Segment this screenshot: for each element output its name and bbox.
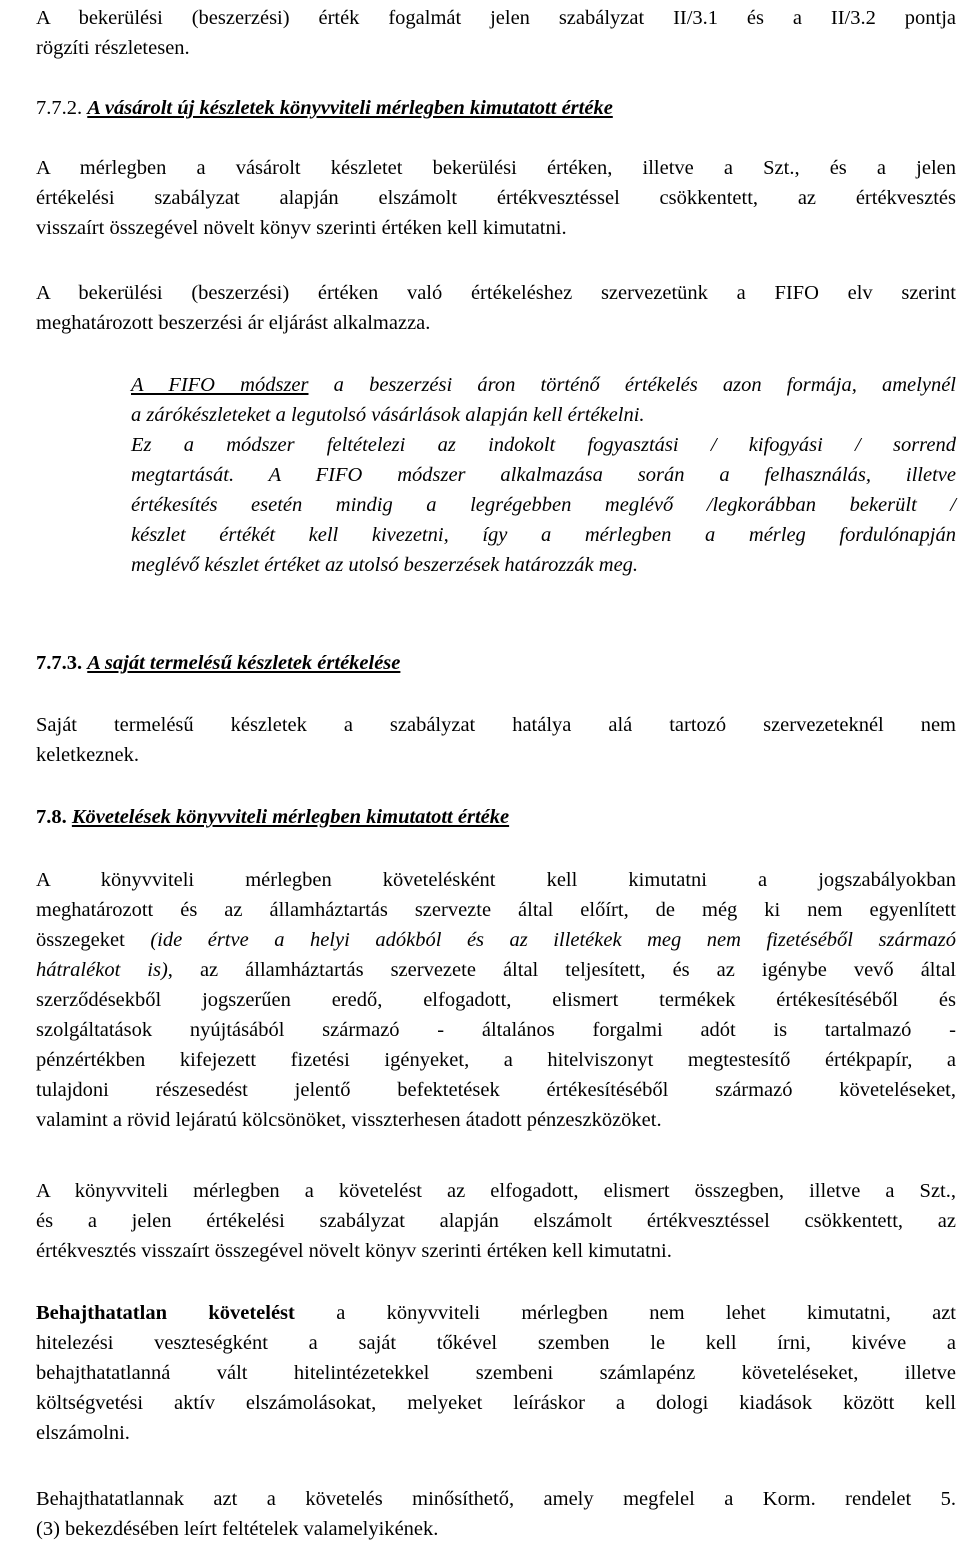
text-line: A bekerülési (beszerzési) érték fogalmát jelen szabályzat II/3.1 és a II/3.2 pontja [36, 7, 956, 29]
text-line: behajthatatlanná vált hitelintézetekkel szembeni számlapénz követeléseket, illetve [36, 1362, 956, 1384]
paragraph-own-production [36, 710, 956, 770]
text-line: szolgáltatások nyújtásából származó - általános forgalmi adót is tartalmazó - [36, 1019, 956, 1041]
paragraph-receivable-balance [36, 1176, 956, 1266]
fifo-term: A FIFO módszer [131, 374, 309, 396]
text-line [36, 1298, 956, 1328]
text-line: értékesítés esetén mindig a legrégebben meglévő /legkorábban bekerült / [131, 494, 956, 516]
text-line: A mérlegben a vásárolt készletet bekerülési értéken, illetve a Szt., és a jelen [36, 157, 956, 179]
paragraph-fifo-method [36, 278, 956, 338]
bold-term: Behajthatatlan követelést [36, 1302, 295, 1324]
text-span: összegeket [36, 929, 151, 951]
text-line: meglévő készlet értéket az utolsó beszerzések határozzák meg. [131, 554, 639, 576]
text-line: pénzértékben kifejezett fizetési igényeket, a hitelviszonyt megtestesítő értékpapír, a [36, 1049, 956, 1071]
text-span: , az államháztartás szervezete által teljesített, és az igénybe vevő által [167, 959, 956, 981]
paragraph-balance-value [36, 153, 956, 243]
text-line: rögzíti részletesen. [36, 37, 190, 59]
text-line: megtartását. A FIFO módszer alkalmazása során a felhasználás, illetve [131, 464, 956, 486]
text-span: a könyvviteli mérlegben nem lehet kimutatni, azt [294, 1302, 956, 1324]
text-line: visszaírt összegével növelt könyv szerinti értéken kell kimutatni. [36, 217, 567, 239]
text-line: tulajdoni részesedést jelentő befektetések értékesítéséből származó követeléseket, [36, 1079, 956, 1101]
text-line: valamint a rövid lejáratú kölcsönöket, visszterhesen átadott pénzeszközöket. [36, 1109, 662, 1131]
text-line: költségvetési aktív elszámolásokat, melyeket leíráskor a dologi kiadások között kell [36, 1392, 956, 1414]
text-line: keletkeznek. [36, 744, 140, 766]
heading-number: 7.7.2. [36, 97, 83, 119]
text-line: A bekerülési (beszerzési) értéken való értékeléshez szervezetünk a FIFO elv szerint [36, 282, 956, 304]
heading-title: A vásárolt új készletek könyvviteli mérlegben kimutatott értéke [87, 97, 613, 119]
text-line: értékelési szabályzat alapján elszámolt értékvesztéssel csökkentett, az értékvesztés [36, 187, 956, 209]
text-line: elszámolni. [36, 1422, 130, 1444]
heading-number: 7.7.3. [36, 652, 83, 674]
fifo-definition-block [131, 370, 956, 580]
text-line: készlet értékét kell kivezetni, így a mérlegben a mérleg fordulónapján [131, 524, 956, 546]
text-span: hátralékot is) [36, 959, 168, 981]
heading-7-8 [36, 802, 509, 832]
heading-number: 7.8. [36, 806, 67, 828]
text-line: szerződésekből jogszerűen eredő, elfogadott, elismert termékek értékesítéséből és [36, 989, 956, 1011]
paragraph-uncollectible-criteria [36, 1484, 956, 1544]
text-line: és a jelen értékelési szabályzat alapján elszámolt értékvesztéssel csökkentett, az [36, 1210, 956, 1232]
text-line [36, 955, 956, 985]
text-span: (ide értve a helyi adókból és az illetékek meg nem fizetéséből származó [150, 929, 956, 951]
heading-title: Követelések könyvviteli mérlegben kimutatott értéke [71, 806, 510, 828]
heading-title: A saját termelésű készletek értékelése [87, 652, 401, 674]
text-line: Saját termelésű készletek a szabályzat hatálya alá tartozó szervezeteknél nem [36, 714, 956, 736]
text-line: a zárókészleteket a legutolsó vásárlások alapján kell értékelni. [131, 404, 645, 426]
paragraph-uncollectible [36, 1298, 956, 1448]
intro-paragraph [36, 3, 956, 63]
text-line: meghatározott és az államháztartás szervezte által előírt, de még ki nem egyenlített [36, 899, 956, 921]
heading-7-7-3 [36, 648, 400, 678]
text-line: értékvesztés visszaírt összegével növelt könyv szerinti értéken kell kimutatni. [36, 1240, 672, 1262]
text-span: a beszerzési áron történő értékelés azon formája, amelynél [308, 374, 956, 396]
text-line: Behajthatatlannak azt a követelés minősíthető, amely megfelel a Korm. rendelet 5. [36, 1488, 956, 1510]
text-line: (3) bekezdésében leírt feltételek valamelyikének. [36, 1518, 439, 1540]
text-line: meghatározott beszerzési ár eljárást alkalmazza. [36, 312, 431, 334]
paragraph-receivables [36, 865, 956, 1135]
heading-7-7-2 [36, 93, 613, 123]
text-line: A könyvviteli mérlegben a követelést az elfogadott, elismert összegben, illetve a Szt., [36, 1180, 956, 1202]
text-line [36, 925, 956, 955]
text-line: Ez a módszer feltételezi az indokolt fogyasztási / kifogyási / sorrend [131, 434, 956, 456]
text-line [131, 370, 956, 400]
text-line: hitelezési veszteségként a saját tőkével szemben le kell írni, kivéve a [36, 1332, 956, 1354]
text-line: A könyvviteli mérlegben követelésként kell kimutatni a jogszabályokban [36, 869, 956, 891]
